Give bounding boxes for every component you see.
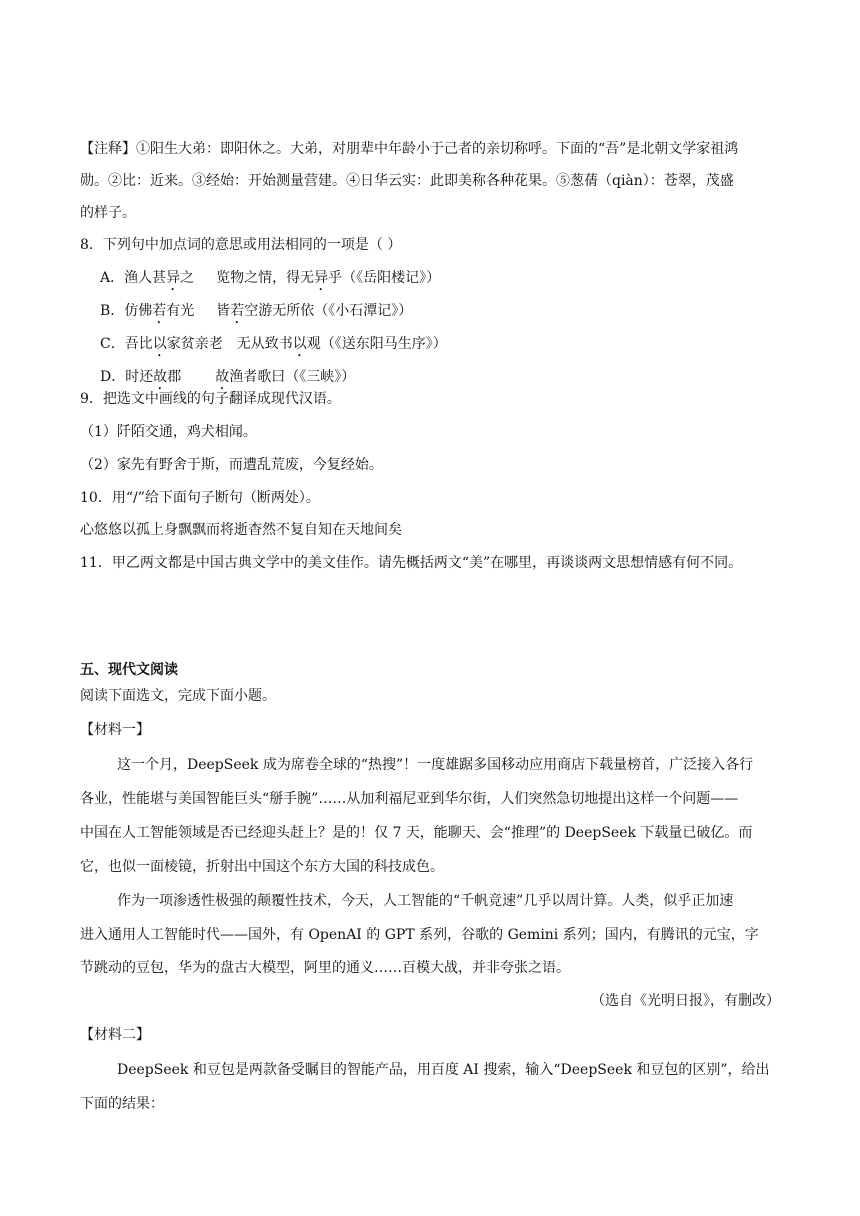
option-letter: C． [100,336,125,352]
question-10-stem: 10．用“/”给下面句子断句（断两处）。 [80,490,320,506]
m1-para1-line3: 中国在人工智能领域是否已经迎头赶上？是的！仅 7 天，能聊天、会“推理”的 DeepSeek 下载量已破亿。而 [80,825,753,841]
option-letter: A． [100,270,125,286]
m2-para1-line1: DeepSeek 和豆包是两款备受瞩目的智能产品，用百度 AI 搜索，输入“DeepSeek 和豆包的区别”，给出 [117,1062,770,1078]
m1-source: （选自《光明日报》，有删改） [591,993,780,1009]
section-5-title: 五、现代文阅读 [80,662,178,678]
material-2-label: 【材料二】 [80,1027,150,1043]
question-8-stem: 8．下列句中加点词的意思或用法相同的一项是（ ） [80,237,402,253]
q8-option-d[interactable]: D．时还故郡 故渔者歌曰（《三峡》） [100,369,356,385]
m1-para2-line3: 节跳动的豆包，华为的盘古大模型，阿里的通义……百模大战，并非夸张之语。 [80,960,570,976]
dotted-word: 若 [152,303,167,319]
m1-para1-line1: 这一个月，DeepSeek 成为席卷全球的“热搜”！一度雄踞多国移动应用商店下载量榜首，广泛接入各行 [117,757,754,773]
q8-option-c[interactable]: C．吾比以家贫亲老 无从致书以观（《送东阳马生序》） [100,336,447,352]
dotted-word: 故 [153,369,168,385]
q9-sentence-2: （2）家先有野舍于斯，而遭乱荒废，今复经始。 [80,457,383,473]
dotted-word: 异 [314,270,329,286]
dotted-word: 若 [230,303,245,319]
option-letter: B． [100,303,125,319]
section-5-instruction: 阅读下面选文，完成下面小题。 [80,688,276,704]
material-1-label: 【材料一】 [80,722,150,738]
q9-sentence-1: （1）阡陌交通，鸡犬相闻。 [80,424,257,440]
m1-para1-line4: 它，也似一面棱镜，折射出中国这个东方大国的科技成色。 [80,859,444,875]
m1-para2-line2: 进入通用人工智能时代——国外，有 OpenAI 的 GPT 系列，谷歌的 Gemini 系列；国内，有腾讯的元宝，字 [80,927,759,943]
question-11-stem: 11．甲乙两文都是中国古典文学中的美文佳作。请先概括两文“美”在哪里，再谈谈两文思想情感有何不同。 [80,555,743,571]
note-line-2: 勋。②比：近来。③经始：开始测量营建。④日华云实：此即美称各种花果。⑤葱蒨（qiàn）：苍翠，茂盛 [80,173,734,189]
m1-para1-line2: 各业，性能堪与美国智能巨头“掰手腕”……从加利福尼亚到华尔街，人们突然急切地提出这样一个问题—— [80,791,739,807]
dotted-word: 以 [152,336,167,352]
question-9-stem: 9．把选文中画线的句子翻译成现代汉语。 [80,391,341,407]
q10-sentence: 心悠悠以孤上身飘飘而将逝杳然不复自知在天地间矣 [80,522,402,538]
m1-para2-line1: 作为一项渗透性极强的颠覆性技术，今天，人工智能的“千帆竞速”几乎以周计算。人类，似乎正加速 [117,893,734,909]
dotted-word: 异 [166,270,181,286]
q8-option-a[interactable]: A．渔人甚异之 览物之情，得无异乎（《岳阳楼记》） [100,270,441,286]
note-line-3: 的样子。 [80,205,136,221]
dotted-word: 以 [292,336,307,352]
option-letter: D． [100,369,126,385]
dotted-word: 故 [215,369,230,385]
m2-para1-line2: 下面的结果： [80,1096,164,1112]
q8-option-b[interactable]: B．仿佛若有光 皆若空游无所依（《小石潭记》） [100,303,413,319]
note-line-1: 【注释】①阳生大弟：即阳休之。大弟，对朋辈中年龄小于己者的亲切称呼。下面的“吾”是北朝文学家祖鸿 [80,141,739,157]
